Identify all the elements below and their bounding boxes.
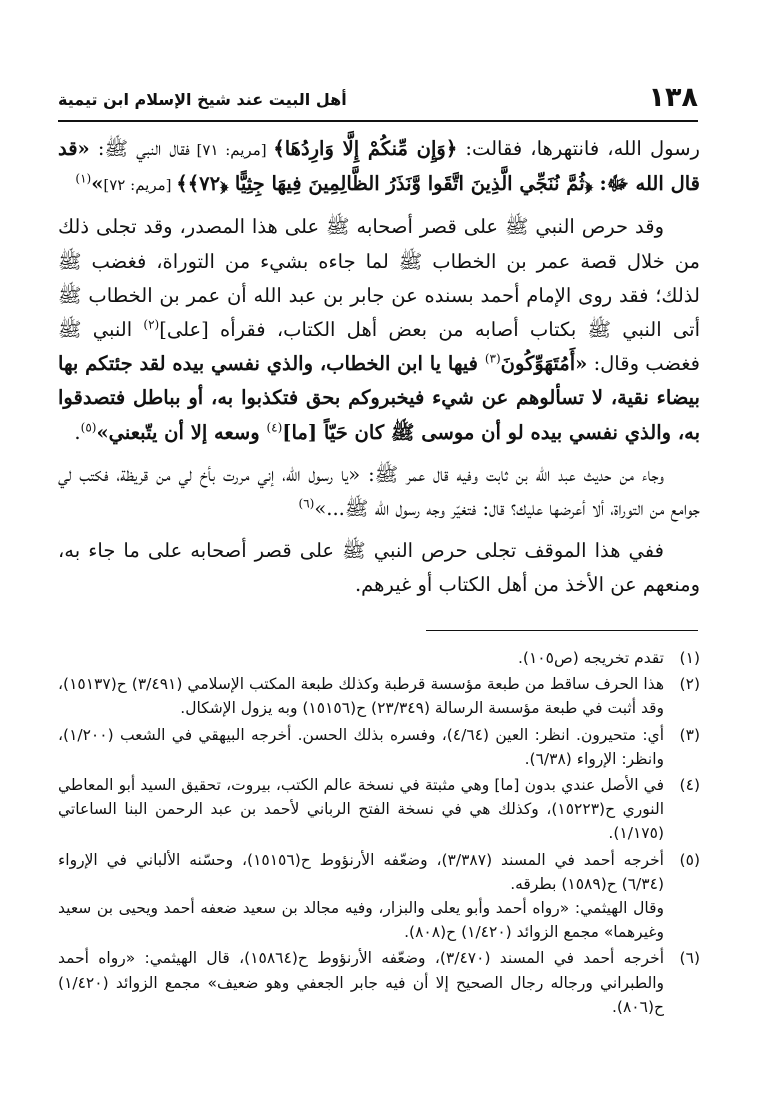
footnote-5 — [58, 848, 700, 945]
paragraph-2 — [58, 210, 700, 449]
hadith-text: «أَمُتَهَوِّكُونَ — [500, 352, 588, 376]
hadith-text: فيها يا ابن الخطاب، والذي نفسي بيده لقد جئتكم بها بيضاء نقية، لا تسألوهم عن شيء فيخبروكم بحق فتكذبوا به، أو بباطل فتصدقوا به، والذي نفسي بيده لو أن موسى ﷺ كان حَيّاً [ما] — [58, 352, 700, 444]
footnote-ref[interactable]: (٢) — [143, 317, 160, 332]
footnote-text: تقدم تخريجه (ص١٠٥). — [518, 649, 664, 667]
footnote-number: (٥) — [679, 850, 700, 869]
hadith-text: وسعه إلا أن يتّبعني» — [96, 420, 267, 444]
verse-reference: [مريم: ٧٢] — [103, 176, 177, 195]
running-title: أهل البيت عند شيخ الإسلام ابن تيمية — [58, 90, 347, 109]
quran-verse: ﴿ثُمَّ نُنَجِّي الَّذِينَ اتَّقَوا وَّنَذَرُ الظَّالِمِينَ فِيهَا جِثِيًّا ﴿٧٢﴾﴾ — [176, 172, 593, 196]
footnote-text: أخرجه أحمد في المسند (٣/٣٨٧)، وضعّفه الأرنؤوط ح(١٥١٥٦)، وحسّنه الألباني في الإرواء (٦/٣٤) ح(١٥٨٩) بطرقه. — [58, 850, 664, 893]
footnote-separator — [426, 630, 698, 631]
footnote-ref[interactable]: (١) — [75, 171, 92, 186]
footnote-4 — [58, 773, 700, 846]
footnote-ref[interactable]: (٥) — [80, 420, 97, 435]
footnote-text: هذا الحرف ساقط من طبعة مؤسسة قرطبة وكذلك طبعة المكتب الإسلامي (٣/٤٩١) ح(١٥١٣٧)، وقد أثبت في طبعة مؤسسة الرسالة (٢٣/٣٤٩) ح(١٥١٥٦) وبه يزول الإشكال. — [58, 675, 664, 718]
footnote-3 — [58, 723, 700, 771]
page-header — [58, 82, 698, 122]
footnote-number: (٢) — [679, 675, 700, 694]
footnote-6 — [58, 946, 700, 1019]
text-run: . — [74, 420, 81, 444]
footnote-text: في الأصل عندي بدون [ما] وهي مثبتة في نسخة عالم الكتب، بيروت، تحقيق السيد أبو المعاطي النوري ح(١٥٢٢٣)، وكذلك هي في نسخة الفتح الرباني لأحمد بن عبد الرحمن البنا الساعاتي (١/١٧٥). — [58, 776, 664, 843]
footnote-ref[interactable]: (٣) — [484, 351, 501, 366]
footnote-ref[interactable]: (٤) — [266, 420, 283, 435]
paragraph-4 — [58, 534, 700, 602]
footnote-ref[interactable]: (٦) — [298, 496, 315, 511]
text-run: وقد حرص النبي ﷺ على قصر أصحابه ﷺ على هذا المصدر، وقد تجلى ذلك من خلال قصة عمر بن الخطاب ﷺ لما جاءه بشيء من التوراة، فغضب ﷺ لذلك؛ فقد روى الإمام أحمد بسنده عن جابر بن عبد الله أن عمر بن الخطاب ﷺ أتى النبي ﷺ بكتاب أصابه من بعض أهل الكتاب، فقرأه [على] — [58, 215, 700, 342]
text-run: وجاء من حديث عبد الله بن ثابت وفيه قال عمر ﷺ: «يا رسول الله، إني مررت بأخ لي من قريظة، فكتب لي جوامع من التوراة، ألا أعرضها عليك؟ قال: فتغيّر وجه رسول الله ﷺ...» — [58, 462, 700, 521]
main-text — [58, 132, 700, 611]
footnote-number: (٣) — [679, 725, 700, 744]
footnote-1 — [58, 646, 700, 670]
verse-reference: [مريم: ٧١] — [189, 141, 274, 159]
hadith-close: » — [91, 172, 104, 196]
hadith-text: «قد قال الله ﷻ: — [58, 137, 700, 196]
paragraph-3 — [58, 458, 700, 526]
paragraph-1 — [58, 132, 700, 202]
quran-verse: ﴿وَإِن مِّنكُمْ إِلَّا وَارِدُهَا﴾ — [273, 137, 458, 160]
footnote-number: (٦) — [679, 949, 700, 968]
page-number: ١٣٨ — [648, 82, 698, 113]
footnote-text: وقال الهيثمي: «رواه أحمد وأبو يعلى والبزار، وفيه مجالد بن سعيد ضعفه أحمد ويحيى بن سعيد وغيرهما» مجمع الزوائد (١/٤٢٠) ح(٨٠٨). — [58, 899, 664, 942]
footnote-number: (١) — [679, 649, 700, 667]
footnotes — [58, 646, 700, 1021]
text-run: فقال النبي ﷺ: — [89, 137, 190, 160]
text-run: النبي ﷺ فغضب وقال: — [58, 318, 700, 376]
footnote-text: أي: متحيرون. انظر: العين (٤/٦٤)، وفسره بذلك الحسن. أخرجه البيهقي في الشعب (١/٢٠٠)، وانظر: الإرواء (٦/٣٨). — [58, 725, 664, 768]
text-run: ففي هذا الموقف تجلى حرص النبي ﷺ على قصر أصحابه على ما جاء به، ومنعهم عن الأخذ من أهل الكتاب أو غيرهم. — [58, 539, 700, 597]
text-run: رسول الله، فانتهرها، فقالت: — [457, 137, 700, 160]
footnote-text: أخرجه أحمد في المسند (٣/٤٧٠)، وضعّفه الأرنؤوط ح(١٥٨٦٤)، قال الهيثمي: «رواه أحمد والطبراني ورجاله رجال الصحيح إلا أن فيه جابر الجعفي وهو ضعيف» مجمع الزوائد (١/٤٢٠) ح(٨٠٦). — [58, 949, 664, 1016]
footnote-2 — [58, 672, 700, 720]
footnote-number: (٤) — [679, 776, 700, 795]
